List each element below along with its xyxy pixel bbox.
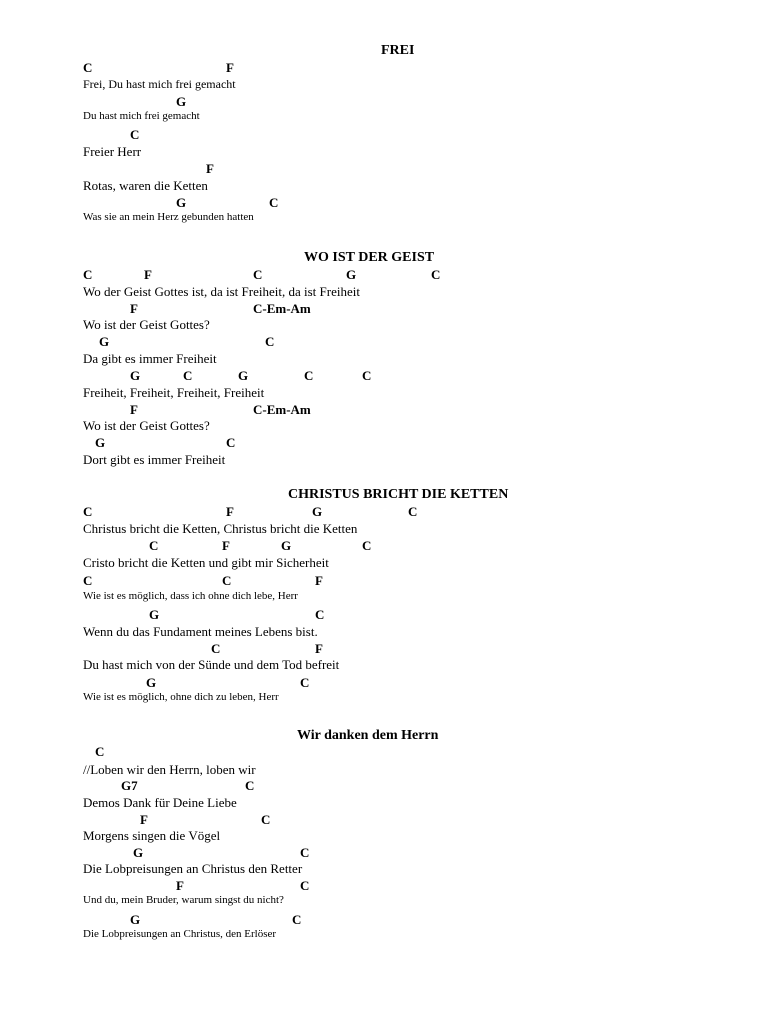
chord: G (238, 368, 249, 383)
lyric-line: Morgens singen die Vögel (83, 828, 221, 843)
chord: C (315, 607, 325, 622)
chord: G (146, 675, 157, 690)
chord: G (130, 912, 141, 927)
lyric-line: Wo ist der Geist Gottes? (83, 317, 210, 332)
lyric-line: Cristo bricht die Ketten und gibt mir Sicherheit (83, 555, 329, 570)
lyric-line: Du hast mich von der Sünde und dem Tod befreit (83, 657, 340, 672)
chord: C (269, 195, 279, 210)
lyric-line: Die Lobpreisungen an Christus, den Erlöser (83, 928, 277, 940)
chord: F (315, 573, 323, 588)
chord: C (304, 368, 314, 383)
chord: G (312, 504, 323, 519)
chord: G (346, 267, 357, 282)
chord: C-Em-Am (253, 301, 311, 316)
chord: C (83, 267, 93, 282)
lyric-line: //Loben wir den Herrn, loben wir (83, 762, 256, 777)
song-title: Wir danken dem Herrn (297, 728, 439, 743)
chord: C (211, 641, 221, 656)
chord: F (140, 812, 148, 827)
lyric-line: Wo der Geist Gottes ist, da ist Freiheit, da ist Freiheit (83, 284, 360, 299)
chord: C (83, 504, 93, 519)
song-title: WO IST DER GEIST (304, 250, 435, 265)
lyric-line: Da gibt es immer Freiheit (83, 351, 217, 366)
chord: C (245, 778, 255, 793)
chord: C (362, 368, 372, 383)
chord: C-Em-Am (253, 402, 311, 417)
chord: C (253, 267, 263, 282)
lyric-line: Die Lobpreisungen an Christus den Retter (83, 861, 303, 876)
lyric-line: Wenn du das Fundament meines Lebens bist. (83, 624, 318, 639)
chord: C (222, 573, 232, 588)
chord: C (95, 744, 105, 759)
chord: F (176, 878, 184, 893)
chord: C (83, 60, 93, 75)
chord: C (130, 127, 140, 142)
chord: C (265, 334, 275, 349)
chord: C (300, 878, 310, 893)
chord: G (130, 368, 141, 383)
chord: F (226, 60, 234, 75)
chord: G (149, 607, 160, 622)
lyric-line: Du hast mich frei gemacht (83, 110, 200, 122)
chord: C (300, 675, 310, 690)
lyric-line: Wie ist es möglich, dass ich ohne dich lebe, Herr (83, 590, 298, 602)
chord: C (408, 504, 418, 519)
chord: C (183, 368, 193, 383)
lyric-line: Dort gibt es immer Freiheit (83, 452, 226, 467)
chord: F (226, 504, 234, 519)
chord: F (222, 538, 230, 553)
lyric-line: Freiheit, Freiheit, Freiheit, Freiheit (83, 385, 265, 400)
chord: F (130, 402, 138, 417)
lyric-line: Freier Herr (83, 144, 142, 159)
lyric-line: Wie ist es möglich, ohne dich zu leben, Herr (83, 691, 279, 703)
chord: G (176, 94, 187, 109)
chord: C (362, 538, 372, 553)
chord: F (206, 161, 214, 176)
chord: F (315, 641, 323, 656)
chord: C (261, 812, 271, 827)
chord: G (99, 334, 110, 349)
chord: C (300, 845, 310, 860)
chord: G7 (121, 778, 138, 793)
chord: G (95, 435, 106, 450)
chord: G (176, 195, 187, 210)
lyric-line: Wo ist der Geist Gottes? (83, 418, 210, 433)
lyric-line: Demos Dank für Deine Liebe (83, 795, 237, 810)
chord: C (292, 912, 302, 927)
chord: G (281, 538, 292, 553)
chord: C (226, 435, 236, 450)
lyric-line: Frei, Du hast mich frei gemacht (83, 77, 236, 91)
chord: C (431, 267, 441, 282)
lyric-line: Was sie an mein Herz gebunden hatten (83, 211, 254, 223)
song-title: FREI (381, 43, 415, 58)
chord: G (133, 845, 144, 860)
chord: C (83, 573, 93, 588)
song-title: CHRISTUS BRICHT DIE KETTEN (288, 487, 509, 502)
lyric-line: Und du, mein Bruder, warum singst du nicht? (83, 894, 284, 906)
lyric-line: Rotas, waren die Ketten (83, 178, 208, 193)
chord: F (144, 267, 152, 282)
lyric-line: Christus bricht die Ketten, Christus bricht die Ketten (83, 521, 358, 536)
chord: F (130, 301, 138, 316)
chord: C (149, 538, 159, 553)
